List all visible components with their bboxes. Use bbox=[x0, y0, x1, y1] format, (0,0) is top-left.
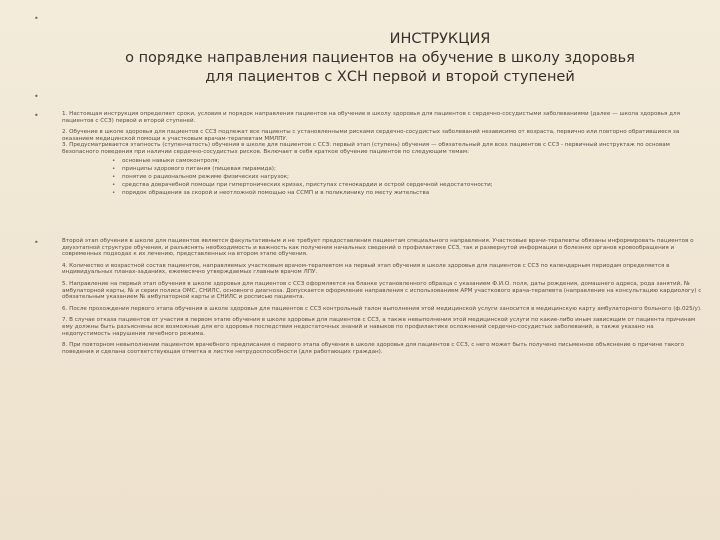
title-line-3: для пациентов с ХСН первой и второй ступеней bbox=[205, 69, 575, 85]
bullet-4: • bbox=[34, 238, 39, 247]
paragraph-4: 4. Количество и возрастной состав пациентов, направляемых участковым врачом-терапевтом на первый этап обучения в школе здоровья для пациентов с ССЗ по календарным периодам определяется в индивидуальных планах-заданиях, ежемесячно утверждаемых главным врачом ЛПУ. bbox=[62, 262, 670, 276]
topic-item: • принципы здорового питания (пищевая пирамида); bbox=[122, 165, 702, 173]
topics-list bbox=[62, 157, 702, 198]
topic-item: • порядок обращения за скорой и неотложной помощью на ССМП и в поликлинику по месту жительства bbox=[122, 189, 702, 197]
document-title bbox=[60, 30, 700, 87]
bullet-1: • bbox=[34, 14, 39, 23]
paragraph-8: 8. При повторном невыполнении пациентом врачебного предписания о первого этапа обучения в школе здоровья для пациентов с ССЗ, с него может быть получено письменное объяснение о причине такого поведения и сделана соответствующая отметка в листке нетрудоспособности (для работающих граждан). bbox=[62, 342, 685, 355]
paragraph-3: 3. Предусматривается этапность (ступенчатость) обучения в школе для пациентов с ССЗ: первый этап (ступень) обучения — обязательный для всех пациентов с ССЗ - первичный инструктаж по основам безопасного поведения при наличии сердечно-сосудистых рисков. Включает в себя краткое обучение пациентов по следующим темам: bbox=[62, 142, 670, 155]
section-1 bbox=[62, 111, 702, 198]
bullet-2: • bbox=[34, 92, 39, 101]
section-2 bbox=[62, 238, 702, 360]
title-line-1: ИНСТРУКЦИЯ bbox=[389, 31, 491, 47]
paragraph-5: 5. Направление на первый этап обучения в школе здоровья для пациентов с ССЗ оформляется на бланке установленного образца с указанием Ф.И.О. поля, даты рождения, домашнего адреса, рода занятий, № амбулаторной карты, № и серии полиса ОМС, СНИЛС, основного диагноза. Допускается оформление направления с использованием АРМ участкового врача-терапевта (направление на консультацию кардиологу) с обязательным указанием № амбулаторной карты и СНИЛС и росписью пациента. bbox=[62, 280, 702, 301]
paragraph-2: 2. Обучение в школе здоровья для пациентов с ССЗ подлежат все пациенты с установленными рисками сердечно-сосудистых заболеваний независимо от возраста, первично или повторно обратившиеся за оказанием медицинской помощи к участковым врачам-терапевтам ММЛПУ. bbox=[62, 129, 680, 142]
topic-item: • понятие о рациональном режиме физических нагрузок; bbox=[122, 173, 702, 181]
title-line-2: о порядке направления пациентов на обучение в школу здоровья bbox=[125, 50, 635, 66]
paragraph-1: 1. Настоящая инструкция определяет сроки, условия и порядок направления пациентов на обучение в школу здоровья для пациентов с сердечно-сосудистыми заболеваниями (далее — школа здоровья для пациентов с ССЗ) первой и второй ступеней. bbox=[62, 111, 680, 124]
paragraph-second-stage: Второй этап обучения в школе для пациентов является факультативным и не требует предоставления пациентам специального направления. Участковые врачи-терапевты обязаны информировать пациентов о двухэтапной структуре обучения, и разъяснять необходимость и важность как получения начальных сведений о профилактике ССЗ, так и развернутой информации о болезнях органов кровообращения и современных подходах к их лечению, представленных на втором этапе обучения. bbox=[62, 238, 694, 258]
bullet-3: • bbox=[34, 111, 39, 120]
topic-item: • основные навыки самоконтроля; bbox=[122, 157, 702, 165]
paragraph-6: 6. После прохождения первого этапа обучения в школе здоровья для пациентов с ССЗ контрольный талон выполнения этой медицинской услуги заносится в медицинскую карту амбулаторного больного (ф.025/у). bbox=[62, 305, 702, 312]
topic-item: • средства доврачебной помощи при гипертонических кризах, приступах стенокардии и острой сердечной недостаточности; bbox=[122, 181, 702, 189]
paragraph-7: 7. В случае отказа пациентов от участия в первом этапе обучения в школе здоровья для пациентов с ССЗ, а также невыполнения этой медицинской услуги по какие-либо иным зависящим от пациента причинам ему должны быть разъяснены все возможные для его здоровья последствия недостаточных знаний и навыков по профилактике осложнений сердечно-сосудистых заболеваний, а также указано на недопустимость нарушения лечебного режима. bbox=[62, 317, 696, 337]
